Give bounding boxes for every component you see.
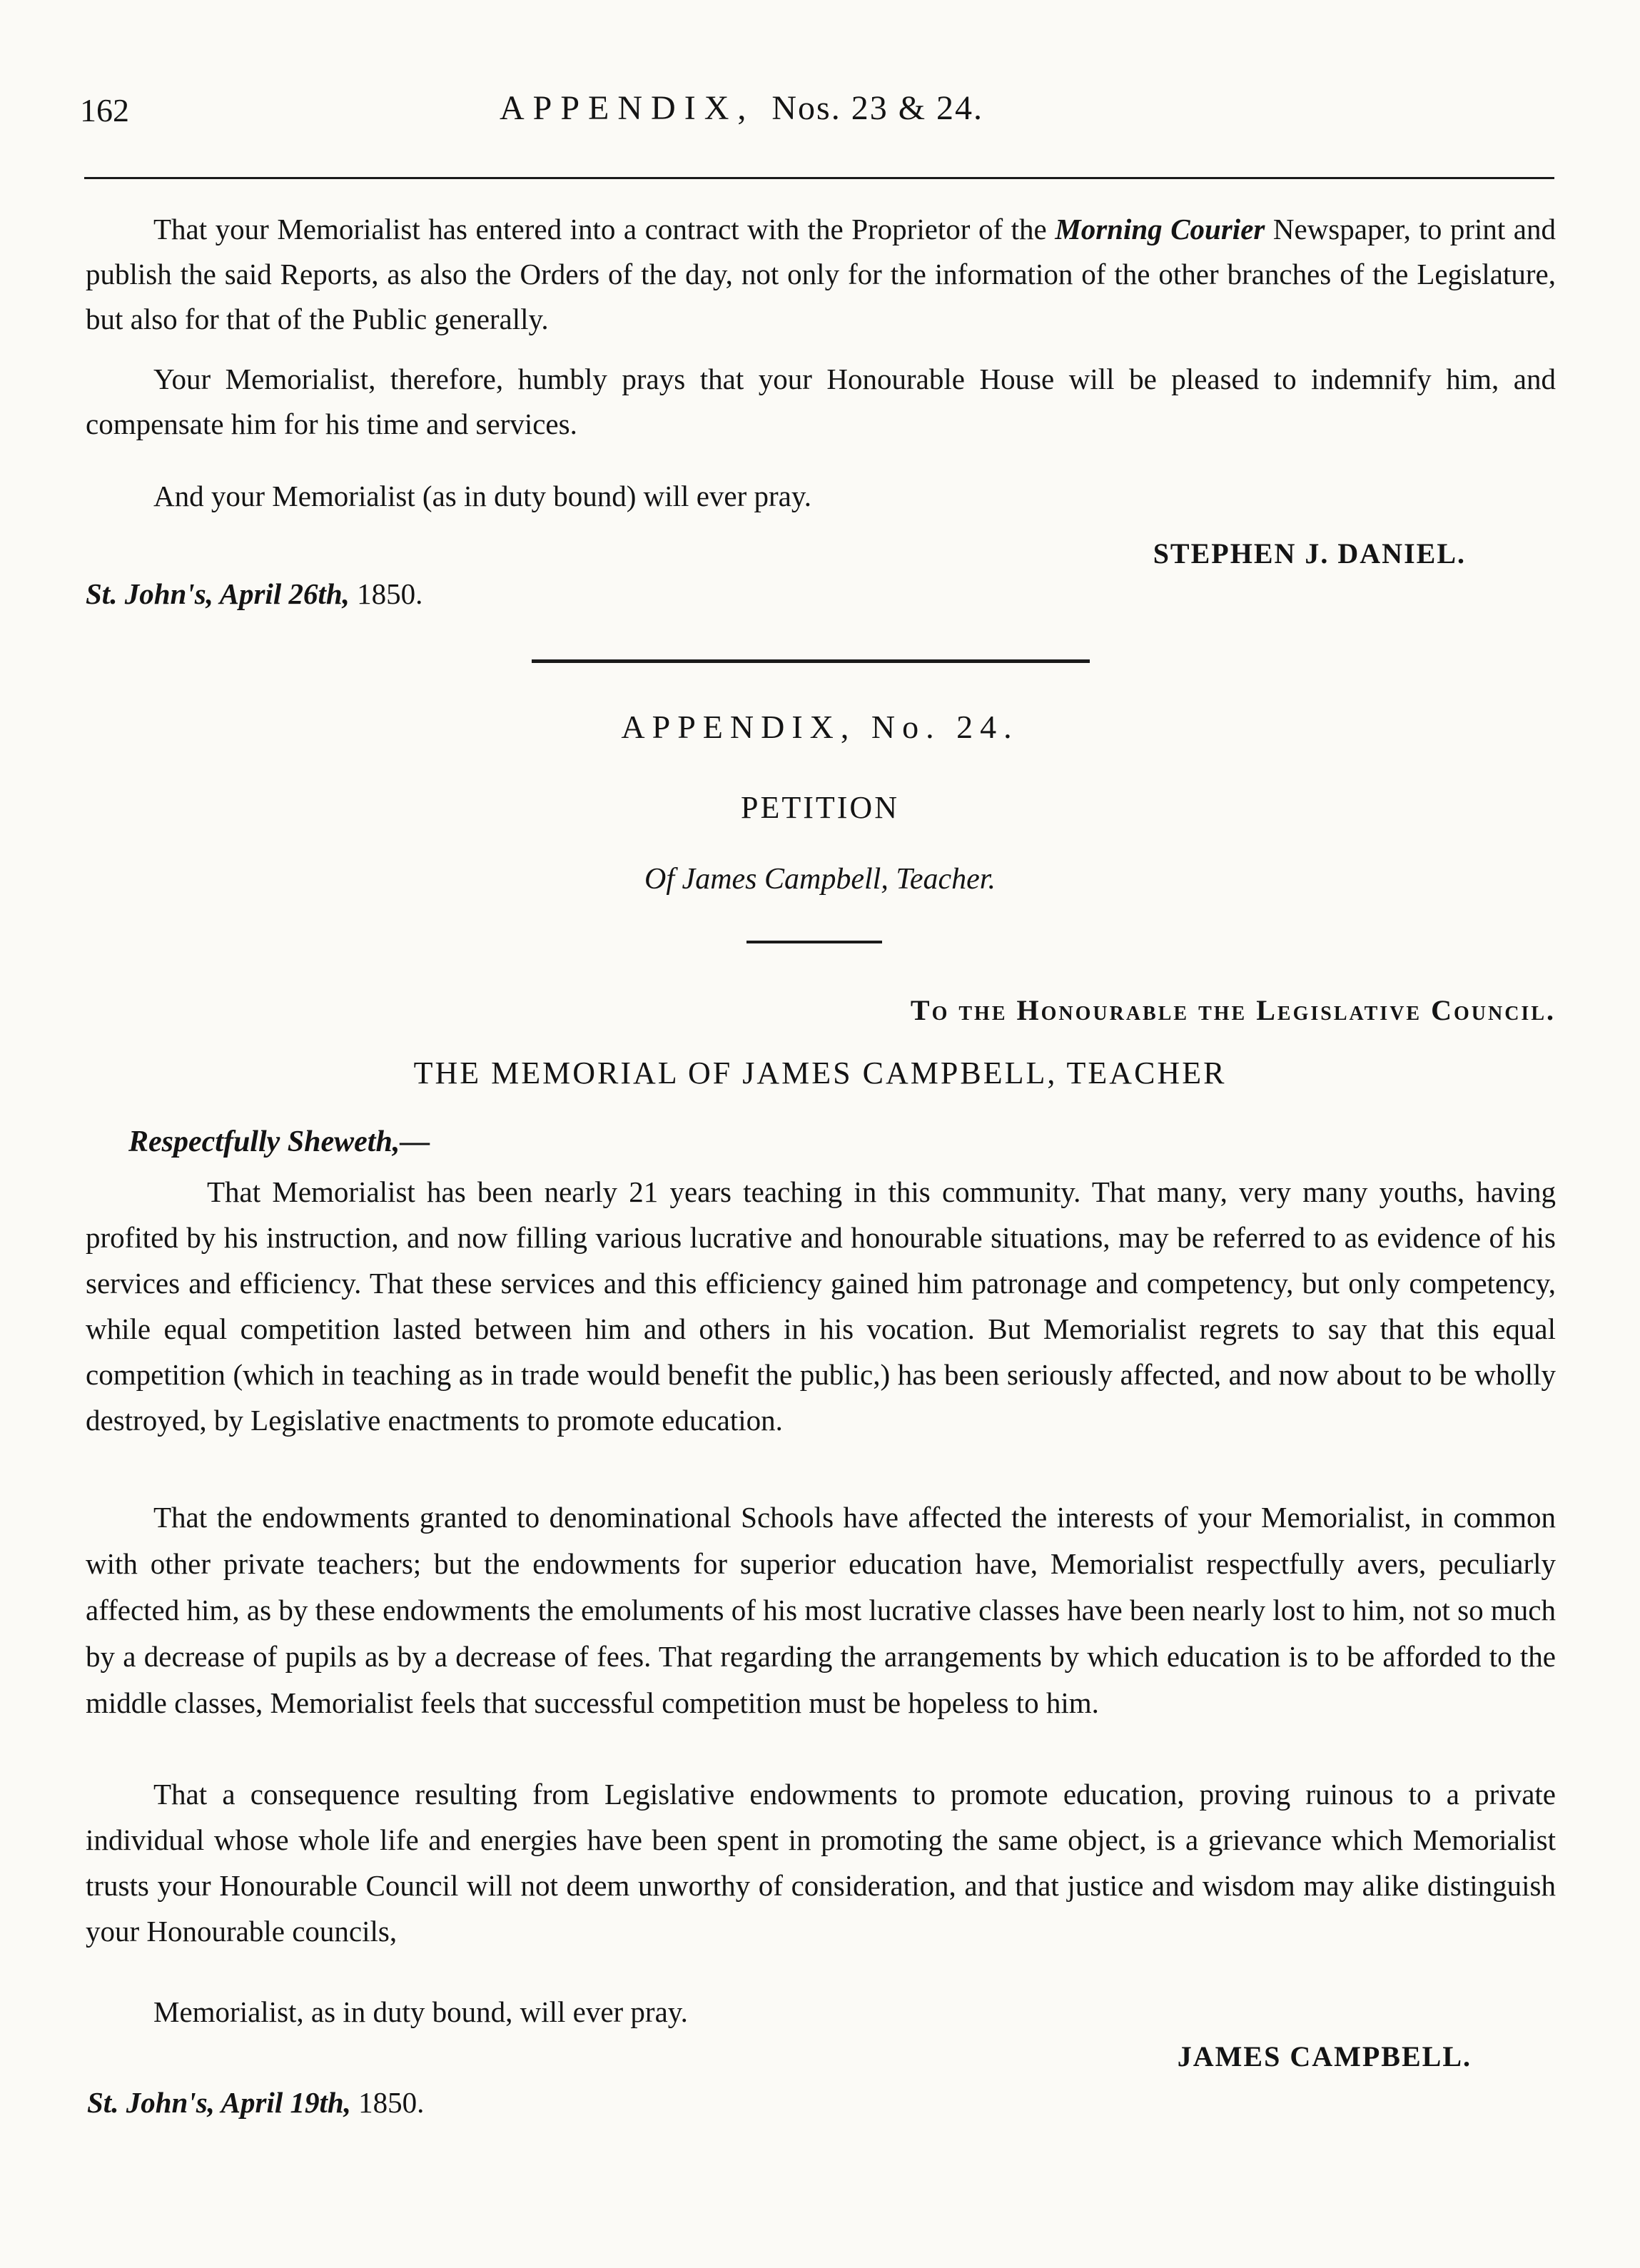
dateline-23-place: St. John's, April 26th,: [86, 577, 350, 610]
dateline-24-place: St. John's, April 19th,: [87, 2086, 351, 2119]
section-divider: [532, 659, 1090, 663]
signature-stephen-daniel: STEPHEN J. DANIEL.: [1153, 537, 1466, 569]
memorial-23-paragraph-1: [86, 207, 1556, 342]
memorial-23-paragraph-3: And your Memorialist (as in duty bound) will ever pray.: [153, 480, 811, 512]
memorial-24-paragraph-2: That the endowments granted to denominational Schools have affected the interests of your Memorialist, in common with other private teachers; but the endowments for superior education have, Memorialist respectfully avers, peculiarly affected him, as by these endowments the emoluments of his most lucrative classes have been nearly lost to him, not so much by a decrease of pupils as by a decrease of fees. That regarding the arrangements by which education is to be afforded to the middle classes, Memorialist feels that successful competition must be hopeless to him.: [86, 1501, 1556, 1719]
salutation: Respectfully Sheweth,—: [128, 1125, 430, 1158]
memorial-23-paragraph-2: Your Memorialist, therefore, humbly prays that your Honourable House will be pleased to indemnify him, and compensate him for his time and services.: [86, 363, 1556, 440]
petition-subtitle: Of James Campbell, Teacher.: [644, 863, 996, 896]
petition-heading: PETITION: [741, 790, 899, 825]
newspaper-name: Morning Courier: [1055, 213, 1265, 245]
short-divider: [746, 941, 882, 943]
signature-james-campbell: JAMES CAMPBELL.: [1177, 2040, 1472, 2072]
appendix-24-title: APPENDIX, No. 24.: [621, 709, 1019, 745]
memorial-24-paragraph-1: That Memorialist has been nearly 21 years teaching in this community. That many, very many youths, having profited by his instruction, and now filling various lucrative and honourable situations, may be referred to as evidence of his services and efficiency. That these services and this efficiency gained him patronage and competency, but only competency, while equal competition lasted between him and others in his vocation. But Memorialist regrets to say that this equal competition (which in teaching as in trade would benefit the public,) has been seriously affected, and now about to be wholly destroyed, by Legislative enactments to promote education.: [86, 1175, 1556, 1437]
dateline-24-year: 1850.: [358, 2086, 425, 2119]
memorial-23-paragraph-1-end: Newspaper, to print and publish the said Reports, as also the Orders of the day, not only for the information of the other branches of the Legislature, but also for that of the Public generally.: [86, 213, 1557, 335]
addressee-line: To the Honourable the Legislative Council.: [910, 994, 1556, 1026]
memorial-title: THE MEMORIAL OF JAMES CAMPBELL, TEACHER: [413, 1055, 1227, 1090]
memorial-23-paragraph-1-start: That your Memorialist has entered into a contract with the Proprietor of the: [153, 213, 1056, 245]
header-rule: [84, 177, 1554, 179]
memorial-24-paragraph-4: Memorialist, as in duty bound, will ever pray.: [153, 1995, 688, 2028]
page-number: 162: [80, 92, 129, 128]
dateline-23: [86, 577, 422, 611]
running-header-title: APPENDIX,: [500, 89, 755, 127]
running-header-nos: Nos. 23 & 24.: [771, 89, 984, 127]
dateline-23-year: 1850.: [357, 577, 423, 610]
memorial-24-paragraph-3: That a consequence resulting from Legislative endowments to promote education, proving ruinous to a private individual whose whole life and energies have been spent in promoting the same object, is a grievance which Memorialist trusts your Honourable Council will not deem unworthy of consideration, and that justice and wisdom may alike distinguish your Honourable councils,: [86, 1778, 1556, 1948]
running-header: [500, 88, 983, 128]
dateline-24: [87, 2085, 424, 2120]
